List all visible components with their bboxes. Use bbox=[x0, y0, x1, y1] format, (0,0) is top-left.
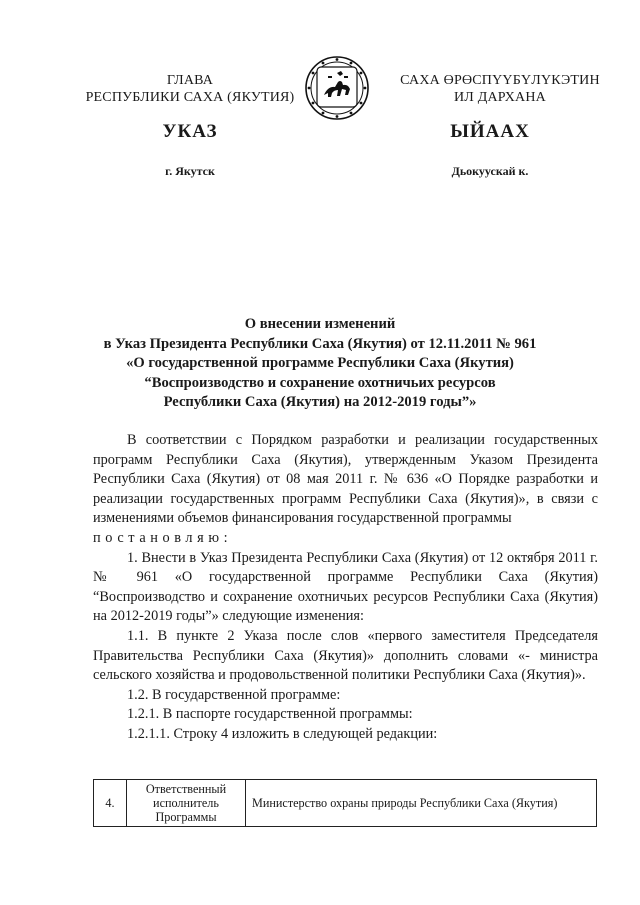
item-1-2-1: 1.2.1. В паспорте государственной программы: bbox=[127, 706, 413, 723]
document-body bbox=[93, 431, 598, 745]
row-number: 4. bbox=[94, 780, 127, 827]
coat-of-arms-emblem bbox=[304, 55, 370, 121]
city-right: Дьокуускай к. bbox=[451, 164, 529, 178]
passport-table bbox=[93, 779, 597, 827]
header-left-line1: ГЛАВА bbox=[166, 73, 214, 88]
title-line1: О внесении изменений bbox=[244, 316, 396, 332]
row-label: Ответственный исполнитель Программы bbox=[127, 780, 246, 827]
title-line3: «О государственной программе Республики Саха (Якутия) bbox=[126, 355, 514, 371]
header-left bbox=[60, 72, 320, 106]
item-1-1: 1.1. В пункте 2 Указа после слов «первого заместителя Председателя Правительства Республики Саха (Якутия)» дополнить словами «- министра сельского хозяйства и продовольственной политики Республики Саха (Якутия)». bbox=[93, 627, 598, 684]
header-right-line2: ИЛ ДАРХАНА bbox=[453, 90, 546, 105]
header-right bbox=[380, 72, 620, 106]
header-right-line1: САХА ӨРӨСПҮҮБҮЛҮКЭТИН bbox=[400, 73, 600, 88]
preamble-paragraph: В соответствии с Порядком разработки и реализации государственных программ Республики Саха (Якутия), утвержденным Указом Президента Республики Саха (Якутия) от 08 мая 2011 г. № 636 «О Порядке разработки и реализации государственных программ Республики Саха (Якутия)», в связи с изменениями объемов финансирования государственной программы bbox=[93, 432, 598, 527]
item-1: 1. Внести в Указ Президента Республики Саха (Якутия) от 12 октября 2011 г. № 961 «О государственной программе Республики Саха (Якутия) “Воспроизводство и сохранение охотничьих ресурсов Республики Саха (Якутия) на 2012-2019 годы”» следующие изменения: bbox=[93, 549, 598, 625]
header-left-line2: РЕСПУБЛИКИ САХА (ЯКУТИЯ) bbox=[85, 90, 295, 105]
table-row bbox=[94, 780, 597, 827]
title-line4: “Воспроизводство и сохранение охотничьих ресурсов bbox=[144, 374, 496, 391]
row-value: Министерство охраны природы Республики Саха (Якутия) bbox=[246, 780, 597, 827]
decree-word: постановляю: bbox=[93, 529, 233, 546]
item-1-2-1-1: 1.2.1.1. Строку 4 изложить в следующей редакции: bbox=[127, 725, 438, 742]
doc-type-left: УКАЗ bbox=[162, 121, 218, 142]
doc-type-right: ЫЙААХ bbox=[450, 121, 530, 142]
title-line2: в Указ Президента Республики Саха (Якутия) от 12.11.2011 № 961 bbox=[103, 335, 537, 352]
item-1-2: 1.2. В государственной программе: bbox=[127, 686, 341, 703]
document-title bbox=[80, 315, 560, 413]
city-left: г. Якутск bbox=[165, 164, 215, 178]
title-line5: Республики Саха (Якутия) на 2012-2019 годы”» bbox=[163, 394, 477, 410]
